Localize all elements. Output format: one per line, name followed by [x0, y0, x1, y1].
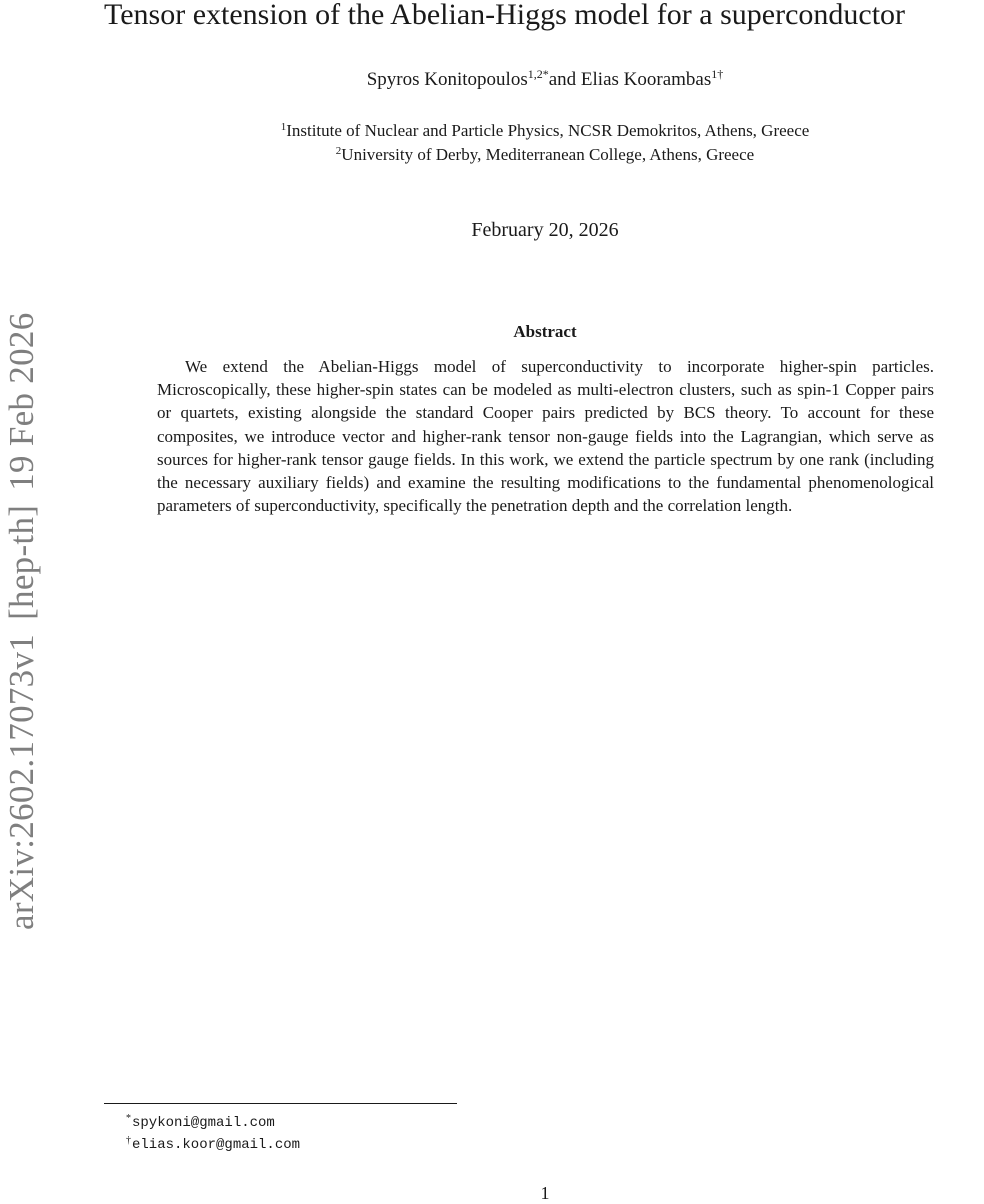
affiliation-2 — [0, 140, 984, 166]
abstract-heading: Abstract — [513, 322, 577, 341]
abstract-text: We extend the Abelian-Higgs model of superconductivity to incorporate higher-spin particles. Microscopically, these higher-spin states can be modeled as multi-electron clusters, such as spin-1 Copper pairs or quartets, existing alongside the standard Cooper pairs predicted by BCS theory. To account for these composites, we introduce vector and higher-rank tensor non-gauge fields into the Lagrangian, which serve as sources for higher-rank tensor gauge fields. In this work, we extend the particle spectrum by one rank (including the necessary auxiliary fields) and examine the resulting modifications to the fundamental phenomenological parameters of superconductivity, specifically the penetration depth and the correlation length. — [157, 357, 934, 516]
author-2-marks: 1† — [711, 67, 724, 81]
footnote-2-mark: † — [126, 1135, 131, 1146]
author-1-marks: 1,2* — [527, 67, 549, 81]
author-connector: and — [548, 69, 581, 90]
affiliation-1 — [0, 116, 984, 142]
paper-title: Tensor extension of the Abelian-Higgs model for a superconductor — [104, 0, 906, 31]
affiliation-2-text: University of Derby, Mediterranean College, Athens, Greece — [341, 145, 755, 164]
affiliation-1-text: Institute of Nuclear and Particle Physics, NCSR Demokritos, Athens, Greece — [286, 121, 810, 140]
affiliation-1-mark: 1 — [280, 121, 287, 133]
footnote-2 — [126, 1132, 300, 1154]
footnote-1-email: spykoni@gmail.com — [132, 1115, 275, 1131]
footnote-1 — [126, 1110, 275, 1132]
arxiv-identifier: arXiv:2602.17073v1 — [2, 633, 41, 930]
arxiv-date: 19 Feb 2026 — [2, 312, 41, 491]
footnote-2-email: elias.koor@gmail.com — [132, 1137, 301, 1153]
page-number: 1 — [540, 1183, 550, 1203]
author-line — [0, 62, 984, 92]
author-1-name: Spyros Konitopoulos — [366, 69, 528, 90]
footnote-rule — [104, 1103, 457, 1104]
affiliation-2-mark: 2 — [335, 145, 342, 157]
arxiv-stamp — [4, 258, 40, 930]
arxiv-category: [hep-th] — [2, 504, 41, 620]
paper-date: February 20, 2026 — [471, 219, 619, 241]
author-2-name: Elias Koorambas — [580, 69, 712, 90]
footnote-1-mark: * — [126, 1113, 131, 1124]
